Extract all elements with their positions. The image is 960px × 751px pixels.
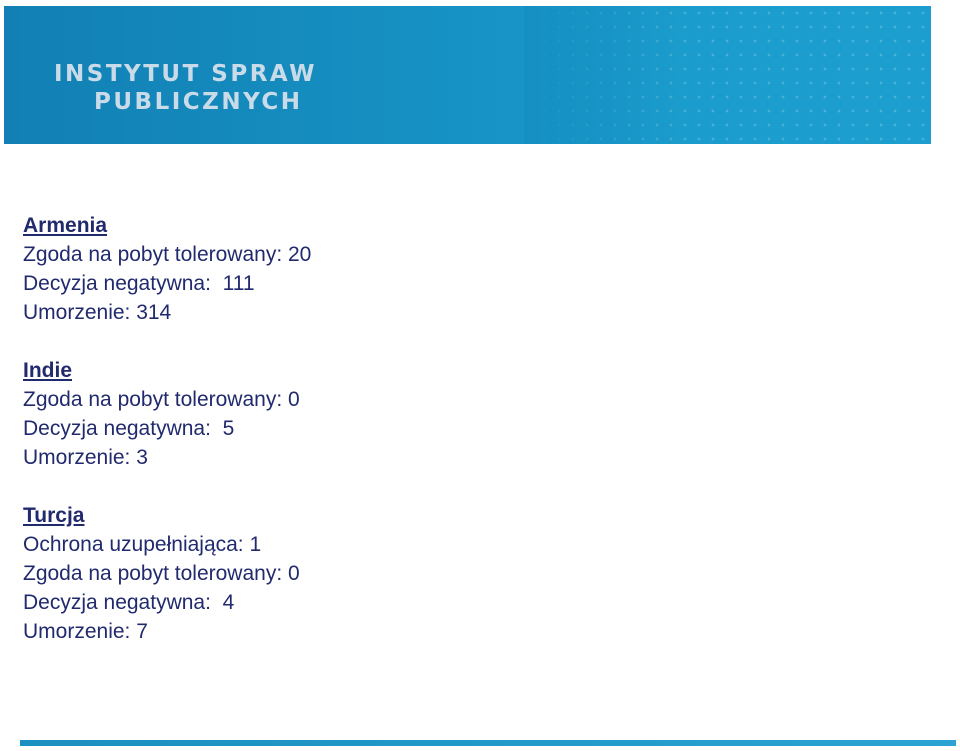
content-area — [23, 211, 311, 675]
country-heading: Indie — [23, 359, 73, 382]
stat-line: Decyzja negatywna: 5 — [23, 417, 235, 440]
stat-line: Ochrona uzupełniająca: 1 — [23, 533, 262, 556]
country-heading: Armenia — [23, 214, 108, 237]
footer-divider — [20, 740, 956, 746]
stat-line: Umorzenie: 314 — [23, 301, 172, 324]
stat-line: Decyzja negatywna: 111 — [23, 272, 255, 295]
country-block-armenia — [23, 211, 311, 327]
country-block-indie — [23, 356, 311, 472]
logo-line-2: PUBLICZNYCH — [94, 89, 303, 115]
stat-line: Zgoda na pobyt tolerowany: 0 — [23, 562, 300, 585]
banner-pattern-fade — [524, 6, 931, 144]
stat-line: Zgoda na pobyt tolerowany: 20 — [23, 243, 312, 266]
header-banner — [4, 6, 931, 144]
country-block-turcja — [23, 501, 311, 646]
institute-logo — [54, 60, 317, 116]
country-heading: Turcja — [23, 504, 85, 527]
stat-line: Umorzenie: 7 — [23, 620, 148, 643]
stat-line: Zgoda na pobyt tolerowany: 0 — [23, 388, 300, 411]
stat-line: Decyzja negatywna: 4 — [23, 591, 235, 614]
logo-line-1: INSTYTUT SPRAW — [54, 61, 318, 87]
stat-line: Umorzenie: 3 — [23, 446, 148, 469]
